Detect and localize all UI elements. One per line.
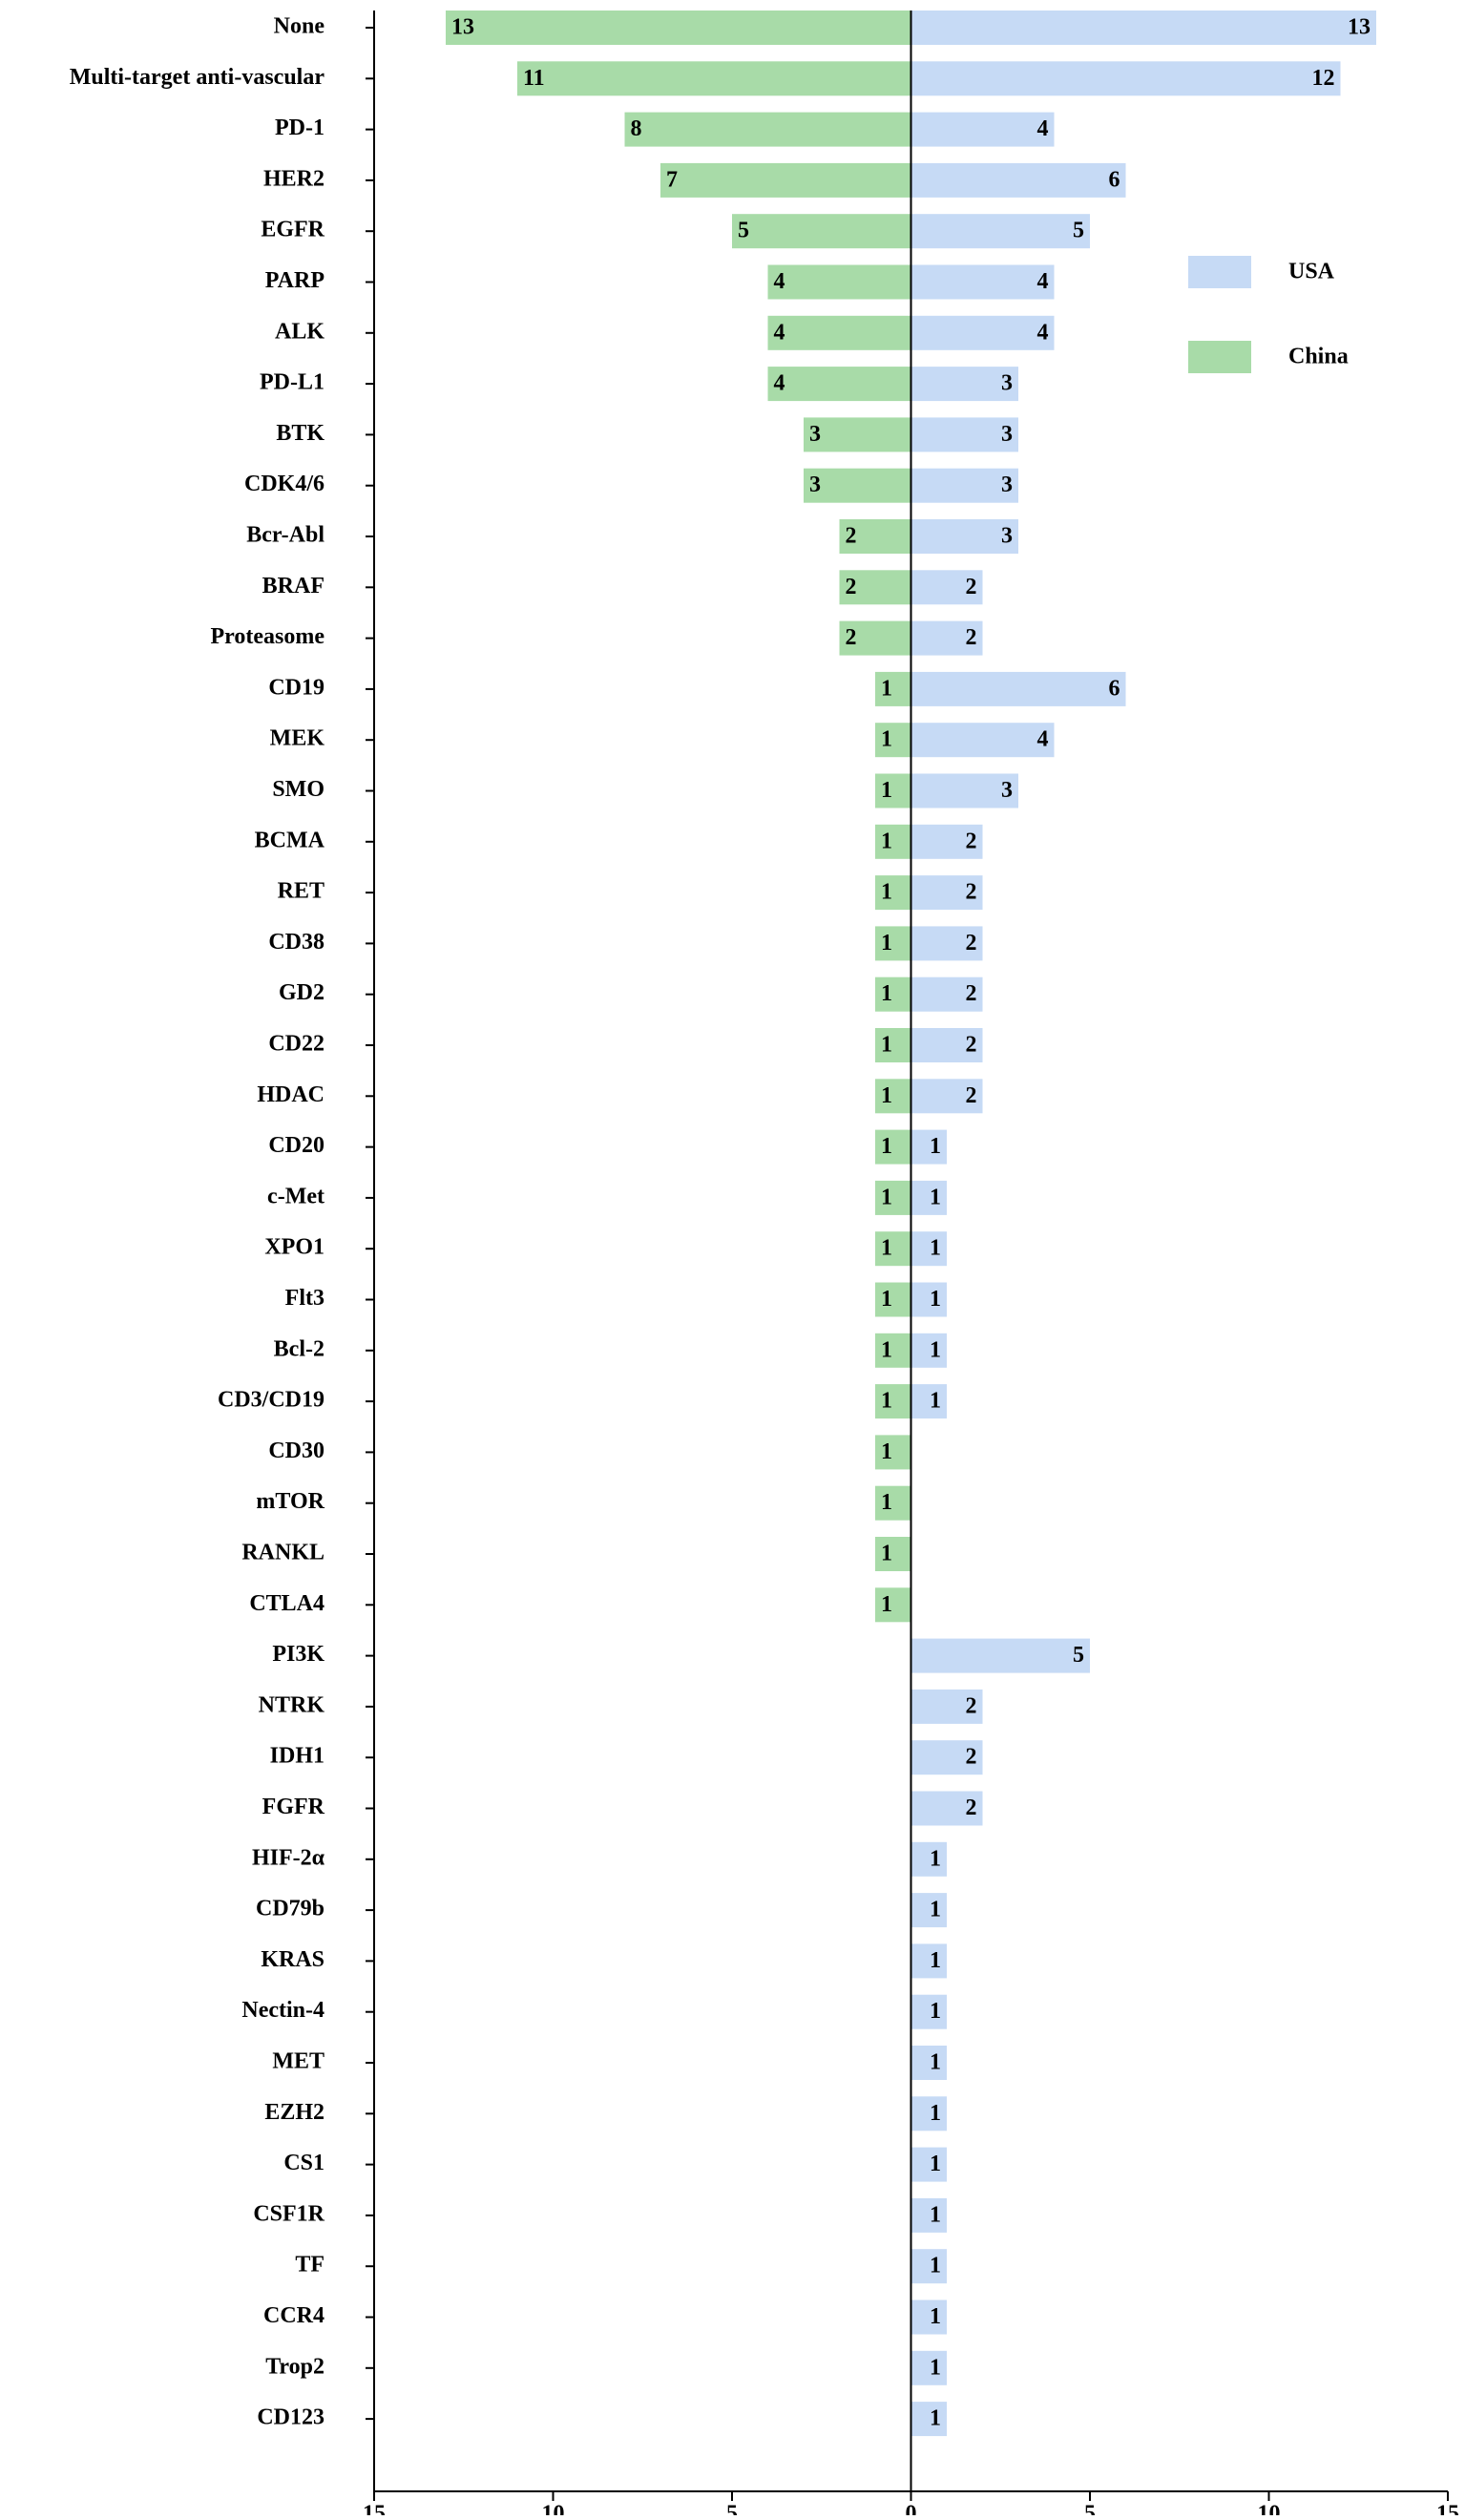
data-label-china: 1: [881, 1235, 892, 1261]
data-label-usa: 1: [930, 2304, 941, 2330]
x-tick-label: 0: [905, 2501, 917, 2515]
category-label: CCR4: [263, 2303, 324, 2329]
data-label-usa: 12: [1311, 65, 1335, 91]
data-label-usa: 5: [1073, 218, 1084, 243]
data-label-usa: 6: [1108, 676, 1120, 702]
data-label-usa: 13: [1348, 14, 1371, 40]
data-label-china: 3: [809, 472, 821, 498]
category-label: CS1: [283, 2151, 324, 2176]
category-label: CD20: [268, 1133, 324, 1159]
category-label: CD30: [268, 1438, 324, 1463]
data-label-china: 1: [881, 1490, 892, 1516]
category-label: RANKL: [241, 1540, 324, 1565]
data-label-china: 3: [809, 421, 821, 447]
category-label: None: [273, 13, 324, 39]
data-label-usa: 1: [930, 2049, 941, 2075]
bar-china: [732, 214, 911, 248]
data-label-usa: 2: [965, 879, 977, 905]
bar-usa: [911, 61, 1341, 95]
category-label: Flt3: [284, 1286, 324, 1312]
category-label: GD2: [279, 980, 324, 1006]
data-label-china: 4: [773, 269, 785, 295]
data-label-china: 1: [881, 1032, 892, 1058]
data-label-usa: 1: [930, 2202, 941, 2228]
data-label-china: 1: [881, 726, 892, 752]
data-label-usa: 4: [1036, 116, 1049, 142]
x-tick-label: 15: [1436, 2501, 1459, 2515]
legend-label-china: China: [1288, 344, 1349, 369]
data-label-usa: 1: [930, 1947, 941, 1973]
data-label-usa: 1: [930, 1897, 941, 1922]
category-label: Bcl-2: [273, 1336, 324, 1362]
legend-swatch-usa: [1188, 256, 1251, 288]
data-label-usa: 2: [965, 1796, 977, 1821]
category-label: FGFR: [262, 1795, 324, 1820]
bar-china: [768, 367, 911, 401]
category-label: CSF1R: [253, 2201, 324, 2227]
category-label: BCMA: [254, 828, 324, 853]
data-label-china: 1: [881, 1541, 892, 1566]
category-label: NTRK: [258, 1692, 324, 1718]
data-label-usa: 4: [1036, 320, 1049, 346]
bar-usa: [911, 265, 1055, 300]
data-label-china: 1: [881, 1287, 892, 1312]
data-label-usa: 2: [965, 981, 977, 1007]
category-label: TF: [295, 2252, 324, 2278]
data-label-usa: 3: [1001, 778, 1013, 804]
data-label-usa: 1: [930, 1235, 941, 1261]
bar-usa: [911, 1639, 1091, 1673]
data-label-usa: 1: [930, 2355, 941, 2381]
bar-usa: [911, 672, 1126, 706]
category-label: EZH2: [264, 2099, 324, 2125]
data-label-usa: 1: [930, 2100, 941, 2126]
data-label-usa: 3: [1001, 523, 1013, 549]
bar-china: [517, 61, 911, 95]
data-label-usa: 6: [1108, 167, 1120, 193]
category-label: PI3K: [272, 1642, 324, 1668]
category-label: Nectin-4: [241, 1998, 324, 2024]
data-label-usa: 1: [930, 2253, 941, 2278]
x-tick-label: 15: [363, 2501, 386, 2515]
bar-usa: [911, 10, 1377, 45]
data-label-usa: 4: [1036, 269, 1049, 295]
data-label-usa: 1: [930, 2152, 941, 2177]
data-label-usa: 2: [965, 1693, 977, 1719]
data-label-china: 7: [666, 167, 678, 193]
category-label: PD-L1: [260, 369, 324, 395]
category-label: XPO1: [264, 1234, 324, 1260]
data-label-china: 4: [773, 370, 785, 396]
data-label-china: 1: [881, 930, 892, 956]
data-label-usa: 5: [1073, 1643, 1084, 1669]
category-label: CDK4/6: [244, 472, 324, 497]
category-label: CD38: [268, 929, 324, 955]
data-label-usa: 1: [930, 1846, 941, 1872]
category-label: MEK: [269, 725, 324, 751]
data-label-usa: 1: [930, 1388, 941, 1414]
data-label-china: 1: [881, 676, 892, 702]
data-label-china: 2: [845, 523, 857, 549]
x-tick-label: 10: [541, 2501, 565, 2515]
data-label-usa: 2: [965, 1744, 977, 1770]
data-label-usa: 1: [930, 1999, 941, 2025]
data-label-china: 1: [881, 778, 892, 804]
data-label-usa: 1: [930, 2405, 941, 2431]
category-label: CD79b: [255, 1896, 324, 1922]
category-label: BRAF: [262, 573, 324, 598]
bar-usa: [911, 316, 1055, 350]
category-label: Bcr-Abl: [246, 522, 324, 548]
data-label-usa: 2: [965, 625, 977, 651]
data-label-china: 1: [881, 1337, 892, 1363]
category-label: HIF-2α: [251, 1845, 324, 1871]
category-label: CD22: [268, 1031, 324, 1057]
bar-china: [660, 163, 911, 198]
data-label-usa: 1: [930, 1185, 941, 1210]
category-label: CD123: [257, 2404, 324, 2430]
data-label-usa: 1: [930, 1134, 941, 1160]
data-label-usa: 2: [965, 829, 977, 854]
bar-usa: [911, 113, 1055, 147]
category-label: HER2: [262, 166, 324, 192]
category-label: Proteasome: [210, 624, 324, 650]
category-label: MET: [272, 2048, 324, 2074]
category-label: CD19: [268, 675, 324, 701]
data-label-usa: 3: [1001, 472, 1013, 498]
category-label: CTLA4: [249, 1590, 324, 1616]
category-label: c-Met: [267, 1184, 324, 1209]
data-label-usa: 3: [1001, 421, 1013, 447]
bar-usa: [911, 163, 1126, 198]
data-label-usa: 1: [930, 1337, 941, 1363]
category-label: KRAS: [261, 1946, 324, 1972]
category-label: SMO: [272, 777, 324, 803]
data-label-usa: 2: [965, 574, 977, 599]
category-label: mTOR: [256, 1489, 324, 1515]
legend-label-usa: USA: [1288, 259, 1335, 284]
x-tick-label: 10: [1257, 2501, 1281, 2515]
bar-china: [446, 10, 911, 45]
data-label-china: 4: [773, 320, 785, 346]
data-label-china: 11: [523, 65, 545, 91]
category-label: HDAC: [257, 1082, 324, 1107]
category-label: PD-1: [275, 116, 324, 141]
category-label: IDH1: [269, 1743, 324, 1769]
data-label-china: 1: [881, 1185, 892, 1210]
category-label: BTK: [276, 420, 324, 446]
data-label-china: 1: [881, 879, 892, 905]
bar-usa: [911, 214, 1091, 248]
data-label-china: 1: [881, 1134, 892, 1160]
data-label-china: 8: [630, 116, 642, 142]
data-label-usa: 3: [1001, 370, 1013, 396]
bar-china: [625, 113, 911, 147]
data-label-usa: 4: [1036, 726, 1049, 752]
x-tick-label: 5: [1084, 2501, 1096, 2515]
data-label-china: 1: [881, 829, 892, 854]
category-label: RET: [277, 878, 324, 904]
data-label-usa: 2: [965, 1082, 977, 1108]
data-label-china: 1: [881, 981, 892, 1007]
category-label: Trop2: [265, 2354, 324, 2380]
data-label-china: 5: [738, 218, 749, 243]
data-label-usa: 2: [965, 930, 977, 956]
bar-china: [768, 265, 911, 300]
data-label-china: 1: [881, 1438, 892, 1464]
bar-china: [768, 316, 911, 350]
data-label-china: 1: [881, 1591, 892, 1617]
category-label: CD3/CD19: [218, 1387, 324, 1413]
data-label-usa: 2: [965, 1032, 977, 1058]
data-label-china: 13: [451, 14, 474, 40]
category-label: ALK: [274, 319, 324, 345]
data-label-china: 1: [881, 1388, 892, 1414]
data-label-china: 2: [845, 574, 857, 599]
category-label: PARP: [264, 268, 324, 294]
legend-swatch-china: [1188, 341, 1251, 373]
data-label-china: 1: [881, 1082, 892, 1108]
data-label-china: 2: [845, 625, 857, 651]
category-label: EGFR: [261, 217, 324, 242]
bar-usa: [911, 723, 1055, 757]
category-label: Multi-target anti-vascular: [69, 64, 324, 90]
data-label-usa: 1: [930, 1287, 941, 1312]
x-tick-label: 5: [726, 2501, 738, 2515]
